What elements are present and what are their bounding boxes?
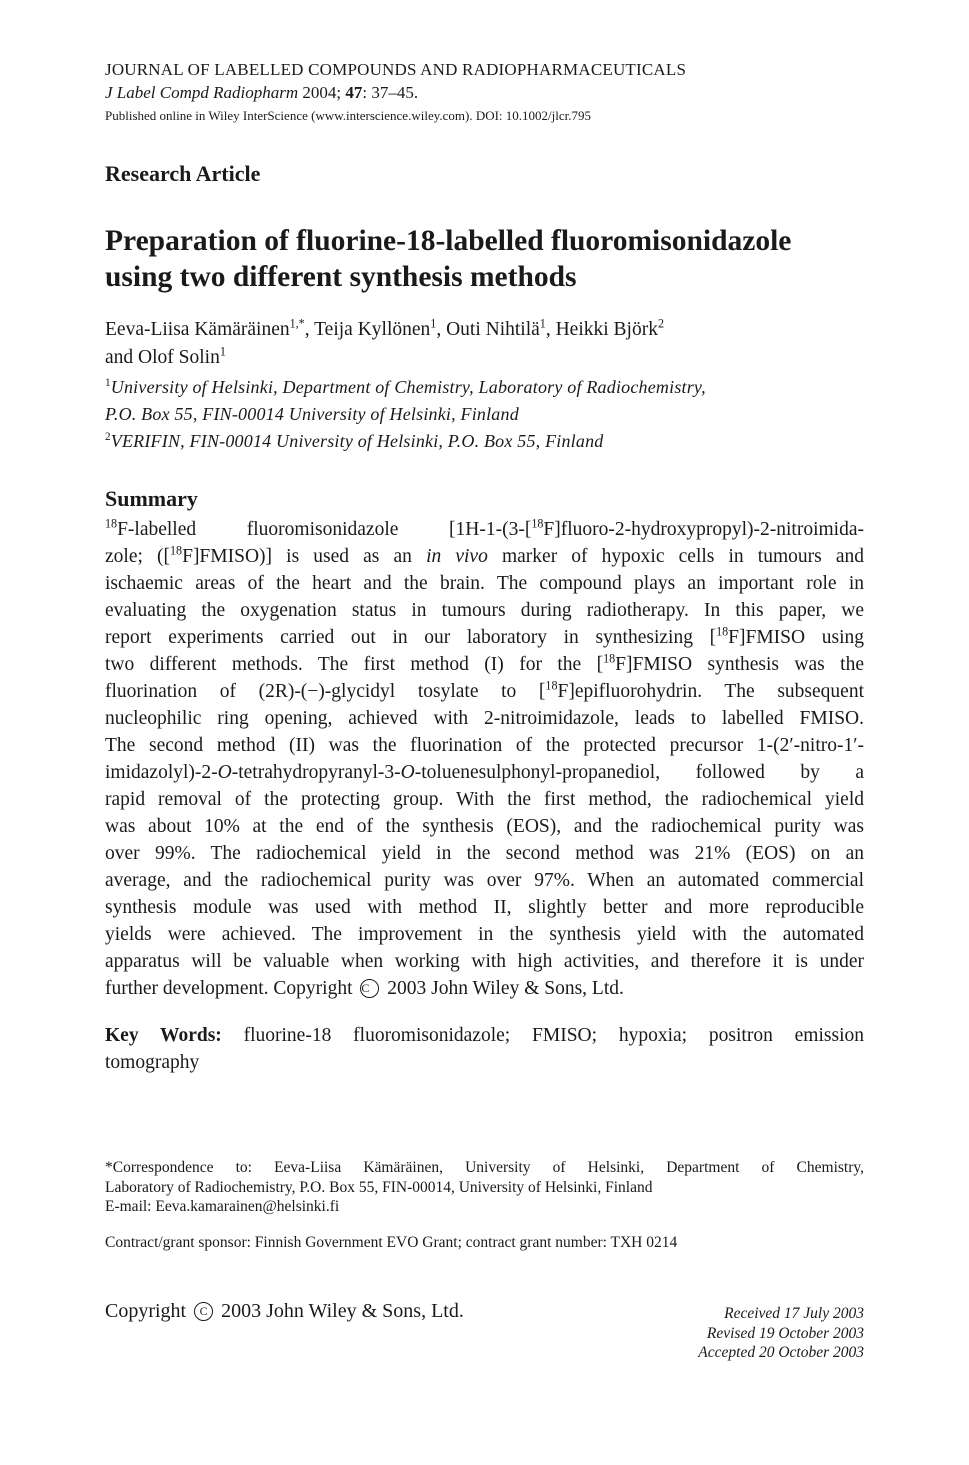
superscript: 18 xyxy=(170,543,183,558)
abstract-text: further development. Copyright xyxy=(105,978,358,999)
abstract-text: synthesis module was used with method II, slightly better and more reproducible xyxy=(105,897,864,918)
abstract-line xyxy=(105,840,864,867)
abstract-line xyxy=(105,759,864,786)
author-name: Eeva-Liisa Kämäräinen xyxy=(105,319,290,340)
abstract-text: evaluating the oxygenation status in tumours during radiotherapy. In this paper, we xyxy=(105,600,864,621)
abstract-body xyxy=(105,516,864,1002)
journal-abbrev: J Label Compd Radiopharm xyxy=(105,83,299,102)
abstract-line xyxy=(105,813,864,840)
abstract-line xyxy=(105,624,864,651)
abstract-text: F-labelled fluoromisonidazole [1H-1-(3-[ xyxy=(117,519,532,540)
affiliation-1 xyxy=(105,377,706,398)
abstract-text: imidazolyl)-2- xyxy=(105,762,218,783)
author-name: , Heikki Björk xyxy=(545,319,658,340)
abstract-text: yields were achieved. The improvement in the synthesis yield with the automated xyxy=(105,924,864,945)
author-name: and Olof Solin xyxy=(105,347,220,368)
title-line: Preparation of fluorine-18-labelled fluoromisonidazole xyxy=(105,225,792,257)
abstract-line xyxy=(105,867,864,894)
title-line: using two different synthesis methods xyxy=(105,261,577,293)
affiliation-number: 2 xyxy=(105,431,111,443)
abstract-text: ischaemic areas of the heart and the brain. The compound plays an important role in xyxy=(105,573,864,594)
author-name: , Outi Nihtilä xyxy=(436,319,540,340)
abstract-text: over 99%. The radiochemical yield in the second method was 21% (EOS) on an xyxy=(105,843,864,864)
abstract-line xyxy=(105,651,864,678)
revised-date: Revised 19 October 2003 xyxy=(706,1324,864,1342)
abstract-text: F]epifluorohydrin. The subsequent xyxy=(557,681,864,702)
abstract-line xyxy=(105,975,864,1002)
abstract-text: average, and the radiochemical purity was over 97%. When an automated commercial xyxy=(105,870,864,891)
copyright-symbol-icon: C xyxy=(360,979,379,998)
abstract-text: apparatus will be valuable when working with high activities, and therefore it is under xyxy=(105,951,864,972)
article-type: Research Article xyxy=(105,161,261,186)
keywords-line xyxy=(105,1022,864,1049)
received-date: Received 17 July 2003 xyxy=(724,1305,864,1322)
abstract-text: zole; ([ xyxy=(105,546,171,567)
abstract-text: -tetrahydropyranyl-3- xyxy=(231,762,401,783)
author-affiliation-mark: 1 xyxy=(430,316,437,331)
copyright-suffix: 2003 John Wiley & Sons, Ltd. xyxy=(221,1300,464,1322)
author-affiliation-mark: 1 xyxy=(219,344,226,359)
abstract-line xyxy=(105,894,864,921)
abstract-text: rapid removal of the protecting group. With the first method, the radiochemical yield xyxy=(105,789,864,810)
affiliation-1-cont: P.O. Box 55, FIN-00014 University of Helsinki, Finland xyxy=(105,404,519,424)
keywords xyxy=(105,1022,864,1076)
superscript: 18 xyxy=(603,651,616,666)
superscript: 18 xyxy=(531,516,544,531)
abstract-text: nucleophilic ring opening, achieved with 2-nitroimidazole, leads to labelled FMISO. xyxy=(105,708,864,729)
abstract-text: 2003 John Wiley & Sons, Ltd. xyxy=(382,978,624,999)
affiliation-number: 1 xyxy=(105,377,111,389)
author-list xyxy=(105,316,875,372)
abstract-line xyxy=(105,597,864,624)
abstract-text: report experiments carried out in our laboratory in synthesizing [ xyxy=(105,627,717,648)
grant-note: Contract/grant sponsor: Finnish Government EVO Grant; contract grant number: TXH 0214 xyxy=(105,1234,678,1251)
keywords-label: Key Words: xyxy=(105,1025,222,1046)
journal-name: JOURNAL OF LABELLED COMPOUNDS AND RADIOPHARMACEUTICALS xyxy=(105,60,687,79)
abstract-text: two different methods. The first method (I) for the [ xyxy=(105,654,604,675)
abstract-text: F]FMISO synthesis was the xyxy=(615,654,864,675)
citation-year: 2004; xyxy=(302,83,342,102)
copyright-footer xyxy=(105,1300,464,1323)
abstract-line xyxy=(105,678,864,705)
correspondence-email: E-mail: Eeva.kamarainen@helsinki.fi xyxy=(105,1198,340,1215)
author-name: , Teija Kyllönen xyxy=(304,319,431,340)
superscript: 18 xyxy=(716,624,729,639)
article-dates xyxy=(698,1304,864,1363)
author-affiliation-mark: 2 xyxy=(657,316,664,331)
abstract-line xyxy=(105,570,864,597)
accepted-date: Accepted 20 October 2003 xyxy=(698,1344,864,1361)
keywords-text: fluorine-18 fluoromisonidazole; FMISO; hypoxia; positron emission xyxy=(221,1025,864,1046)
citation-volume: 47 xyxy=(345,83,363,102)
summary-heading: Summary xyxy=(105,486,198,511)
author-affiliation-mark: 1,* xyxy=(289,316,305,331)
abstract-text: F]FMISO using xyxy=(728,627,864,648)
italic-text: O xyxy=(217,762,232,783)
correspondence-line: Laboratory of Radiochemistry, P.O. Box 55, FIN-00014, University of Helsinki, Finland xyxy=(105,1178,653,1196)
abstract-text: The second method (II) was the fluorination of the protected precursor 1-(2′-nitro-1′- xyxy=(105,735,864,756)
published-online-note: Published online in Wiley InterScience (www.interscience.wiley.com). DOI: 10.1002/jlcr.795 xyxy=(105,108,592,123)
correspondence-note xyxy=(105,1158,864,1217)
abstract-text: marker of hypoxic cells in tumours and xyxy=(487,546,864,567)
journal-citation xyxy=(105,83,418,103)
italic-text: O xyxy=(400,762,415,783)
abstract-text: fluorination of (2R)-(−)-glycidyl tosylate to [ xyxy=(105,681,546,702)
keywords-text-cont: tomography xyxy=(105,1052,200,1073)
abstract-line xyxy=(105,543,864,570)
author-affiliation-mark: 1 xyxy=(539,316,546,331)
abstract-line xyxy=(105,732,864,759)
affiliation-text: VERIFIN, FIN-00014 University of Helsinki, P.O. Box 55, Finland xyxy=(110,431,604,451)
copyright-prefix: Copyright xyxy=(105,1300,187,1322)
abstract-line xyxy=(105,516,864,543)
abstract-text: F]FMISO)] is used as an xyxy=(182,546,427,567)
italic-text: in vivo xyxy=(426,546,488,567)
abstract-line xyxy=(105,921,864,948)
citation-pages: : 37–45. xyxy=(362,83,419,102)
paper-title xyxy=(105,223,875,295)
abstract-line xyxy=(105,948,864,975)
abstract-text: F]fluoro-2-hydroxypropyl)-2-nitroimida- xyxy=(543,519,864,540)
abstract-line xyxy=(105,786,864,813)
copyright-symbol-icon: C xyxy=(194,1302,213,1321)
superscript: 18 xyxy=(545,678,558,693)
affiliation-text: University of Helsinki, Department of Chemistry, Laboratory of Radiochemistry, xyxy=(110,377,706,397)
abstract-text: -toluenesulphonyl-propanediol, followed by a xyxy=(414,762,864,783)
abstract-line xyxy=(105,705,864,732)
correspondence-line: *Correspondence to: Eeva-Liisa Kämäräinen, University of Helsinki, Department of Chemistry, xyxy=(105,1159,864,1176)
affiliation-2 xyxy=(105,431,603,452)
abstract-text: was about 10% at the end of the synthesis (EOS), and the radiochemical purity was xyxy=(105,816,864,837)
superscript: 18 xyxy=(105,516,118,531)
